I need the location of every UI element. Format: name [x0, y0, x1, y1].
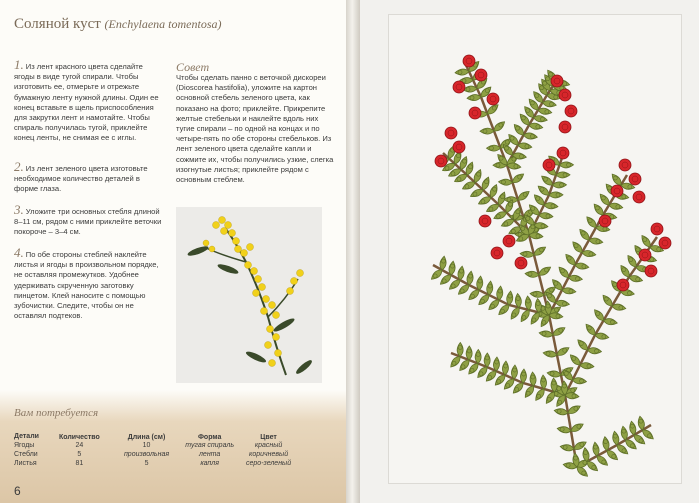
leaf [516, 189, 531, 202]
saltbush-quilling-illustration [389, 15, 681, 483]
table-cell: 81 [75, 460, 84, 467]
step-4 [14, 245, 164, 321]
step-3 [14, 202, 164, 238]
dioscorea-photo [176, 207, 322, 383]
materials-header-row [14, 433, 297, 441]
step-2-text: Из лент зеленого цвета изготовьте необходимое количество деталей в форме глаза. [14, 164, 148, 194]
col-header: Цвет [260, 433, 277, 441]
step-2 [14, 159, 164, 195]
leaf [544, 390, 557, 405]
berry [559, 121, 571, 133]
berry [565, 105, 577, 117]
table-cell: 10 [142, 442, 151, 449]
berry [557, 147, 569, 159]
leaf [486, 145, 500, 151]
table-cell: красный [254, 442, 283, 449]
materials-title: Вам потребуется [14, 407, 99, 419]
berry [543, 159, 555, 171]
berry [551, 75, 563, 87]
col-header: Длина (см) [127, 433, 166, 441]
book-gutter [346, 0, 360, 503]
col-header: Детали [14, 433, 39, 440]
berry [629, 173, 641, 185]
title-main: Соляной куст [14, 16, 101, 32]
col-header: Форма [197, 433, 222, 441]
leaf [536, 184, 551, 198]
table-cell: Листья [14, 460, 37, 467]
berry [659, 237, 671, 249]
table-cell: произвольная [123, 451, 170, 458]
leaf [540, 174, 555, 188]
table-row [14, 441, 297, 450]
page-title [14, 16, 222, 33]
berry [599, 215, 611, 227]
table-cell: капля [200, 460, 219, 467]
leaf [466, 346, 472, 360]
leaf [511, 172, 526, 185]
step-1-number: 1. [14, 57, 24, 72]
tip-text: Чтобы сделать панно с веточкой дискореи (Dioscorea hastifolia), уложите на картон основной стебель зеленого цвета, как показано на фото; приклейте. Прикрепите желтые стебельки и наклейте вдоль них тугие спирали – по одной на концах и по четыре-пять по обе стороны стебельков. Из лент зеленого цвета сделайте капли и сожмите их, чтобы получились узкие, слегка изогнутые листья; приклейте рядом с основным стеблем. [176, 73, 334, 185]
step-2-number: 2. [14, 159, 24, 174]
page-number: 6 [14, 484, 21, 498]
table-cell: 24 [75, 442, 84, 449]
leaf [480, 128, 494, 134]
berry [445, 127, 457, 139]
berry [453, 141, 465, 153]
berry [503, 235, 515, 247]
berry [639, 249, 651, 261]
materials-table [14, 433, 297, 468]
title-latin: (Enchylaena tomentosa) [104, 17, 222, 31]
berry [463, 55, 475, 67]
berry [491, 247, 503, 259]
berry [619, 159, 631, 171]
dioscorea-illustration [176, 207, 322, 383]
table-row [14, 459, 297, 468]
leaf [585, 459, 599, 473]
right-page [360, 0, 699, 503]
leaf [523, 384, 536, 399]
step-4-text: По обе стороны стеблей наклейте листья и ягоды в произвольном порядке, не оставляя промежутков. Удобнее удерживать скрученную заготовку пинцетом. Клей наносите с помощью зубочистки. Следите, чтобы он не оставлял подтеков. [14, 250, 159, 321]
quilling-card [388, 14, 682, 484]
berry [633, 191, 645, 203]
left-page [0, 0, 346, 503]
table-cell: Ягоды [14, 442, 35, 449]
table-cell: 5 [144, 460, 149, 467]
berry [651, 223, 663, 235]
leaf [595, 454, 609, 468]
step-1-text: Из лент красного цвета сделайте ягоды в виде тугой спирали. Чтобы изготовить ее, отмерьте и отрежьте бумажную ленту нужной длины. Один ее конец вставьте в щель приспособления для закрутки лент и намотайте. Чтобы спираль получилась тугой, приклейте конец ленты, не снимая ее с иглы. [14, 62, 159, 143]
table-cell: тугая спираль [185, 442, 235, 449]
step-1 [14, 57, 164, 144]
berry [559, 89, 571, 101]
tip-title: Совет [176, 60, 210, 74]
berry [645, 265, 657, 277]
berry [469, 107, 481, 119]
leaf [457, 342, 463, 356]
table-cell: серо-зеленый [246, 460, 292, 467]
col-header: Количество [58, 433, 100, 441]
table-row [14, 450, 297, 459]
table-cell: 5 [77, 451, 82, 458]
berry [487, 93, 499, 105]
table-cell: коричневый [249, 451, 289, 458]
table-cell: лента [198, 451, 221, 458]
leaf [533, 387, 546, 402]
berry [479, 215, 491, 227]
leaf [475, 349, 481, 363]
berry [453, 81, 465, 93]
leaf [484, 353, 490, 367]
berry [617, 279, 629, 291]
leaf [492, 120, 507, 134]
leaf [605, 448, 619, 462]
step-4-number: 4. [14, 245, 24, 260]
berry [611, 185, 623, 197]
berry [475, 69, 487, 81]
step-3-number: 3. [14, 202, 24, 217]
table-cell: Стебли [14, 451, 38, 458]
berry [515, 257, 527, 269]
berry [435, 155, 447, 167]
step-3-text: Уложите три основных стебля длиной 8–11 см, рядом с ними приклейте веточки покороче – 3–4 см. [14, 207, 162, 237]
